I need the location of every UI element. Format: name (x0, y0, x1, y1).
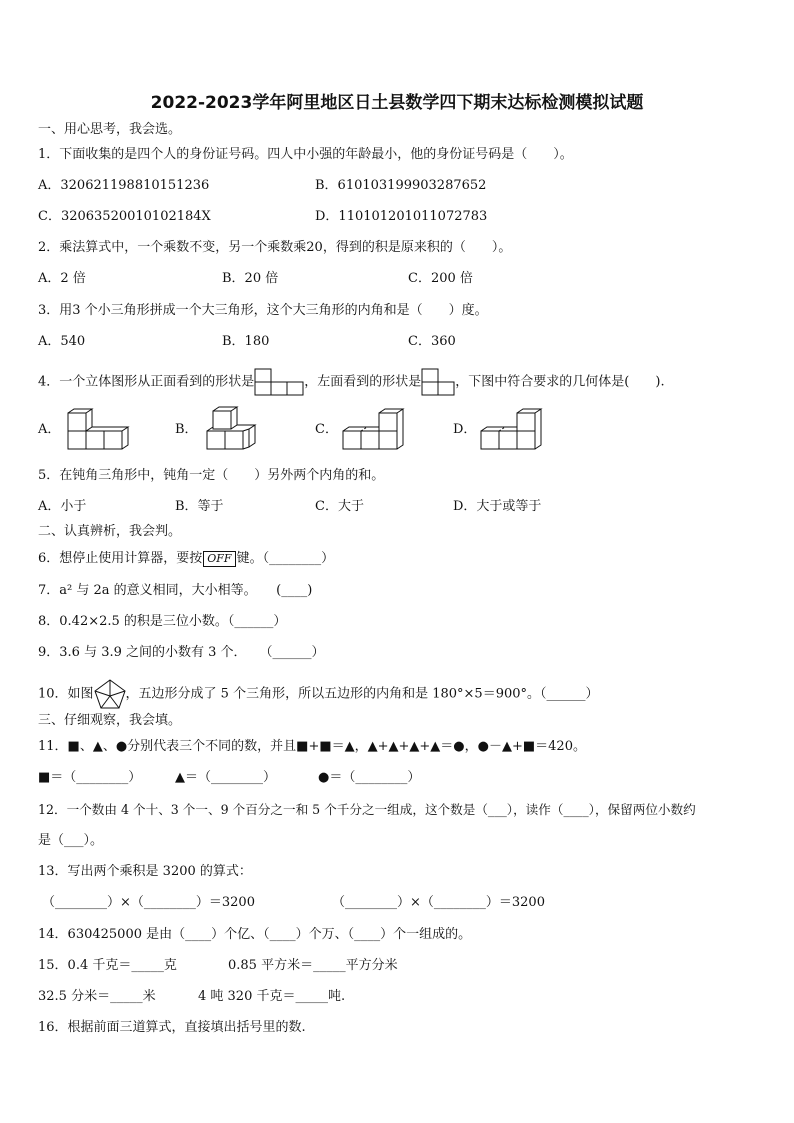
q10-line (38, 679, 599, 709)
q4-option-c-solid (341, 405, 405, 453)
pentagon-figure (94, 679, 126, 709)
q3-option-a: A．540 (38, 334, 86, 349)
q4-stem (38, 368, 665, 396)
q4-option-c-label: C． (315, 422, 338, 437)
q1-option-c: C．320635200101021​84X (38, 209, 211, 224)
q7-line: 7．a² 与 2a 的意义相同，大小相等。 (____) (38, 583, 313, 598)
q5-option-c: C．大于 (315, 499, 364, 514)
q11-triangle-answer: ▲＝（________） (175, 770, 276, 785)
q15-item-d: 4 吨 320 千克＝_____吨. (198, 989, 346, 1004)
q11-square-answer: ■＝（________） (38, 770, 142, 785)
off-key-icon: OFF (203, 551, 235, 567)
q4-option-b-solid (203, 407, 267, 453)
q13-expression-1: （________）×（________）＝3200 (42, 895, 255, 910)
q13-stem: 13．写出两个乘积是 3200 的算式： (38, 864, 252, 879)
q2-option-a: A．2 倍 (38, 271, 86, 286)
section-2-heading: 二、认真辨析，我会判。 (38, 524, 182, 539)
q15-item-b: 0.85 平方米＝_____平方分米 (228, 958, 398, 973)
q4-option-d-solid (479, 405, 543, 453)
q1-option-b: B．610103199903287652 (315, 178, 487, 193)
section-1-heading: 一、用心思考，我会选。 (38, 122, 182, 137)
q4-stem-part-1: 4．一个立体图形从正面看到的形状是 (38, 374, 255, 390)
q10-text-a: 10．如图 (38, 686, 94, 702)
q1-option-d: D．110101201011072783 (315, 209, 488, 224)
q3-stem: 3．用3 个小三角形拼成一个大三角形，这个大三角形的内角和是（ ）度。 (38, 303, 488, 318)
q11-circle-answer: ●＝（________） (318, 770, 421, 785)
q4-option-b-label: B． (175, 422, 198, 437)
q15-item-a: 15．0.4 千克＝_____克 (38, 958, 177, 973)
q1-stem: 1．下面收集的是四个人的身份证号码。四人中小强的年龄最小，他的身份证号码是（ ）。 (38, 147, 573, 162)
q1-option-a: A．320621198810151236 (38, 178, 210, 193)
q5-option-a: A．小于 (38, 499, 87, 514)
q5-option-d: D．大于或等于 (453, 499, 542, 514)
q5-stem: 5．在钝角三角形中，钝角一定（ ）另外两个内角的和。 (38, 468, 385, 483)
q3-option-b: B．180 (222, 334, 270, 349)
q3-option-c: C．360 (408, 334, 456, 349)
q4-stem-part-3: ，下图中符合要求的几何体是( ). (455, 374, 665, 390)
q4-option-a-solid (66, 409, 132, 451)
q2-option-c: C．200 倍 (408, 271, 473, 286)
q4-stem-part-2: ，左面看到的形状是 (304, 374, 422, 390)
page-title: 2022-2023学年阿里地区日土县数学四下期末达标检测模拟试题 (150, 93, 644, 113)
q9-line: 9．3.6 与 3.9 之间的小数有 3 个． （______） (38, 645, 325, 660)
q15-item-c: 32.5 分米＝_____米 (38, 989, 156, 1004)
q6-text-b: 键。（________） (236, 551, 335, 566)
q12-line-1: 12．一个数由 4 个十、3 个一、9 个百分之一和 5 个千分之一组成，这个数是（___），读作（____），保留两位小数约 (38, 802, 696, 817)
q8-line: 8．0.42×2.5 的积是三位小数。（______） (38, 614, 287, 629)
q2-stem: 2．乘法算式中，一个乘数不变，另一个乘数乘20，得到的积是原来积的（ ）。 (38, 240, 512, 255)
section-3-heading: 三、仔细观察，我会填。 (38, 713, 182, 728)
q12-line-2: 是（___）。 (38, 833, 104, 848)
left-view-figure (421, 368, 455, 396)
q5-option-b: B．等于 (175, 499, 224, 514)
q6-text-a: 6．想停止使用计算器，要按 (38, 551, 203, 566)
q10-text-b: ，五边形分成了 5 个三角形，所以五边形的内角和是 180°×5＝900°。（______） (125, 686, 599, 702)
front-view-figure (254, 368, 304, 396)
q2-option-b: B．20 倍 (222, 271, 279, 286)
q6-line (38, 550, 334, 568)
q4-option-d-label: D． (453, 422, 477, 437)
q13-expression-2: （________）×（________）＝3200 (332, 895, 545, 910)
q16-stem: 16．根据前面三道算式，直接填出括号里的数. (38, 1020, 306, 1035)
q14-line: 14．630425000 是由（____）个亿、（____）个万、（____）个一组成的。 (38, 927, 472, 942)
q4-option-a-label: A． (38, 422, 61, 437)
q11-stem: 11．■、▲、●分别代表三个不同的数，并且■+■＝▲，▲+▲+▲+▲＝●，●－▲+■＝420。 (38, 739, 586, 754)
